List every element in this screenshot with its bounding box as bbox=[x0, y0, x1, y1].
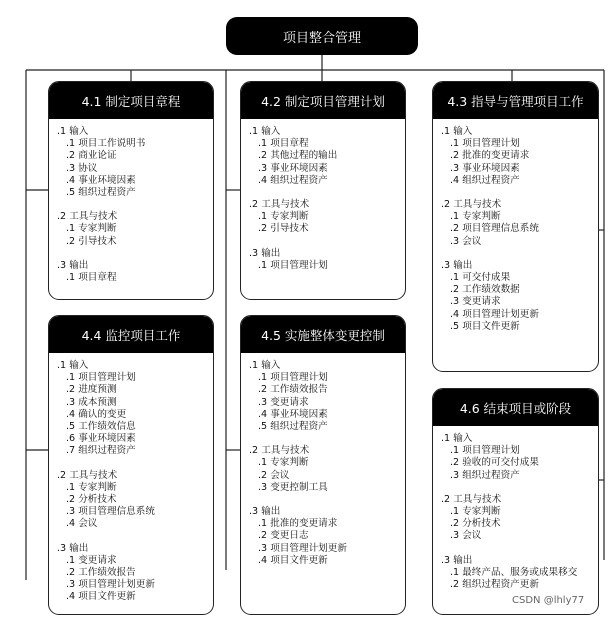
section-item: .1 项目管理计划 bbox=[66, 372, 136, 384]
process-section bbox=[57, 260, 207, 284]
root-title: 项目整合管理 bbox=[282, 30, 361, 46]
section-item: .2 引导技术 bbox=[258, 223, 309, 235]
section-item: .1 项目管理计划 bbox=[258, 372, 328, 384]
section-item: .1 最终产品、服务或成果移交 bbox=[450, 566, 578, 578]
section-item: .1 专家判断 bbox=[258, 211, 309, 223]
process-section bbox=[249, 360, 399, 433]
section-item: .2 其他过程的输出 bbox=[258, 150, 338, 162]
section-item: .2 工作绩效数据 bbox=[450, 284, 520, 296]
section-item: .2 进度预测 bbox=[66, 384, 117, 396]
section-item: .1 专家判断 bbox=[450, 211, 501, 223]
section-item: .1 项目章程 bbox=[66, 272, 117, 284]
section-title: .2 工具与技术 bbox=[441, 493, 502, 505]
process-section bbox=[441, 433, 592, 482]
section-item: .3 事业环境因素 bbox=[450, 162, 520, 174]
section-title: .1 输入 bbox=[249, 126, 281, 137]
section-item: .2 批准的变更请求 bbox=[450, 150, 530, 162]
section-item: .1 专家判断 bbox=[450, 506, 501, 518]
process-body bbox=[49, 353, 213, 604]
section-item: .3 项目管理计划更新 bbox=[258, 542, 347, 554]
root-node bbox=[226, 17, 418, 55]
section-item: .7 组织过程资产 bbox=[66, 445, 136, 457]
section-title: .2 工具与技术 bbox=[57, 211, 118, 223]
section-title: .2 工具与技术 bbox=[249, 199, 310, 211]
section-item: .3 变更请求 bbox=[258, 396, 309, 408]
process-title: 4.2 制定项目管理计划 bbox=[241, 82, 405, 119]
process-section bbox=[57, 211, 207, 248]
section-item: .3 变更控制工具 bbox=[258, 481, 328, 493]
section-item: .4 项目管理计划更新 bbox=[450, 308, 539, 320]
section-item: .2 工作绩效报告 bbox=[258, 384, 328, 396]
section-item: .3 项目管理信息系统 bbox=[66, 506, 155, 518]
section-item: .3 事业环境因素 bbox=[258, 162, 328, 174]
section-title: .1 输入 bbox=[57, 126, 89, 137]
process-body bbox=[241, 119, 405, 272]
section-item: .1 变更请求 bbox=[66, 554, 117, 566]
section-item: .2 会议 bbox=[258, 469, 290, 481]
section-item: .3 项目管理计划更新 bbox=[66, 579, 155, 591]
section-item: .1 项目工作说明书 bbox=[66, 138, 146, 150]
section-item: .1 专家判断 bbox=[258, 457, 309, 469]
section-title: .2 工具与技术 bbox=[57, 469, 118, 481]
section-item: .3 组织过程资产 bbox=[450, 469, 520, 481]
process-section bbox=[441, 126, 592, 187]
process-title: 4.1 制定项目章程 bbox=[49, 82, 213, 119]
section-title: .3 输出 bbox=[57, 259, 89, 271]
section-title: .1 输入 bbox=[249, 360, 281, 371]
process-body bbox=[433, 426, 598, 591]
section-item: .4 项目文件更新 bbox=[258, 554, 328, 566]
section-title: .1 输入 bbox=[441, 126, 473, 137]
section-item: .2 项目管理信息系统 bbox=[450, 223, 539, 235]
section-item: .4 确认的变更 bbox=[66, 408, 127, 420]
process-section bbox=[57, 470, 207, 531]
section-item: .1 专家判断 bbox=[66, 481, 117, 493]
section-item: .5 组织过程资产 bbox=[66, 187, 136, 199]
section-item: .2 验收的可交付成果 bbox=[450, 457, 539, 469]
process-title: 4.5 实施整体变更控制 bbox=[241, 316, 405, 353]
process-section bbox=[249, 199, 399, 236]
process-section bbox=[249, 126, 399, 187]
process-body bbox=[49, 119, 213, 284]
section-item: .3 会议 bbox=[450, 530, 482, 542]
process-box-4-6 bbox=[432, 388, 599, 615]
section-item: .4 事业环境因素 bbox=[66, 174, 136, 186]
process-body bbox=[433, 119, 598, 333]
section-title: .3 输出 bbox=[441, 259, 473, 271]
section-item: .2 分析技术 bbox=[66, 494, 117, 506]
section-title: .3 输出 bbox=[249, 506, 281, 518]
section-title: .3 输出 bbox=[57, 542, 89, 554]
section-title: .2 工具与技术 bbox=[441, 199, 502, 211]
process-box-4-2 bbox=[240, 81, 406, 300]
section-item: .3 会议 bbox=[450, 235, 482, 247]
process-body bbox=[241, 353, 405, 567]
section-item: .2 分析技术 bbox=[450, 518, 501, 530]
section-item: .5 工作绩效信息 bbox=[66, 421, 136, 433]
process-box-4-4 bbox=[48, 315, 214, 615]
section-item: .3 协议 bbox=[66, 162, 98, 174]
section-title: .1 输入 bbox=[441, 433, 473, 444]
section-item: .6 事业环境因素 bbox=[66, 433, 136, 445]
process-box-4-1 bbox=[48, 81, 214, 300]
process-section bbox=[249, 445, 399, 494]
section-item: .1 项目管理计划 bbox=[258, 259, 328, 271]
section-item: .5 项目文件更新 bbox=[450, 320, 520, 332]
process-title: 4.4 监控项目工作 bbox=[49, 316, 213, 353]
process-section bbox=[441, 494, 592, 543]
section-item: .4 项目文件更新 bbox=[66, 591, 136, 603]
process-section bbox=[249, 506, 399, 567]
section-item: .4 会议 bbox=[66, 518, 98, 530]
process-section bbox=[57, 360, 207, 458]
process-section bbox=[249, 248, 399, 272]
process-title: 4.3 指导与管理项目工作 bbox=[433, 82, 598, 119]
section-item: .1 可交付成果 bbox=[450, 272, 511, 284]
section-title: .3 输出 bbox=[249, 247, 281, 259]
process-section bbox=[441, 555, 592, 592]
process-title: 4.6 结束项目或阶段 bbox=[433, 389, 598, 426]
section-item: .4 组织过程资产 bbox=[258, 174, 328, 186]
section-item: .4 事业环境因素 bbox=[258, 408, 328, 420]
section-item: .3 成本预测 bbox=[66, 396, 117, 408]
process-section bbox=[57, 543, 207, 604]
section-item: .1 专家判断 bbox=[66, 223, 117, 235]
section-item: .4 组织过程资产 bbox=[450, 174, 520, 186]
section-title: .1 输入 bbox=[57, 360, 89, 371]
section-item: .2 商业论证 bbox=[66, 150, 117, 162]
section-title: .2 工具与技术 bbox=[249, 445, 310, 457]
process-section bbox=[57, 126, 207, 199]
section-item: .2 工作绩效报告 bbox=[66, 567, 136, 579]
process-section bbox=[441, 260, 592, 333]
section-item: .3 变更请求 bbox=[450, 296, 501, 308]
process-section bbox=[441, 199, 592, 248]
watermark: CSDN @lhly77 bbox=[512, 595, 585, 606]
process-box-4-3 bbox=[432, 81, 599, 372]
section-item: .1 项目管理计划 bbox=[450, 445, 520, 457]
section-item: .1 批准的变更请求 bbox=[258, 518, 338, 530]
section-item: .2 引导技术 bbox=[66, 235, 117, 247]
section-item: .2 变更日志 bbox=[258, 530, 309, 542]
process-box-4-5 bbox=[240, 315, 406, 615]
section-item: .2 组织过程资产更新 bbox=[450, 579, 539, 591]
section-title: .3 输出 bbox=[441, 554, 473, 566]
section-item: .5 组织过程资产 bbox=[258, 421, 328, 433]
section-item: .1 项目管理计划 bbox=[450, 138, 520, 150]
section-item: .1 项目章程 bbox=[258, 138, 309, 150]
